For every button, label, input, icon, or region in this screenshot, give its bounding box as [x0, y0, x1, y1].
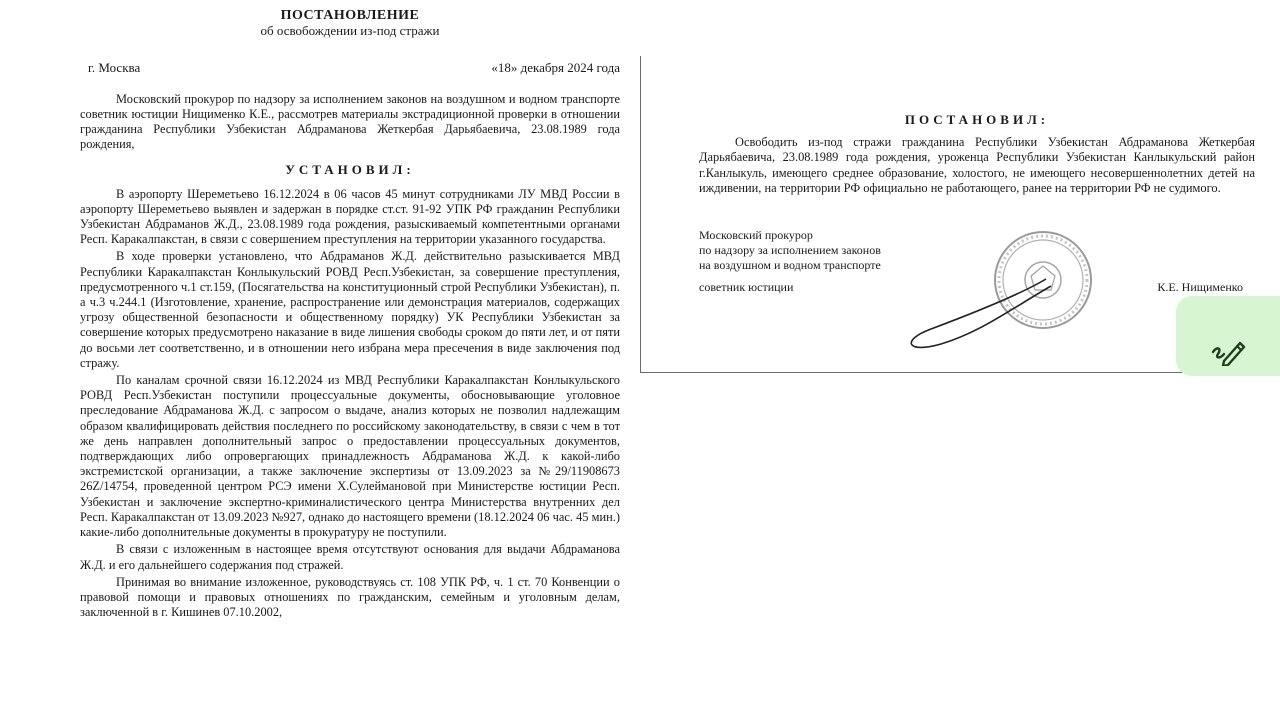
edit-pen-icon — [1210, 328, 1246, 366]
body-paragraph: Принимая во внимание изложенное, руководствуясь ст. 108 УПК РФ, ч. 1 ст. 70 Конвенции о правовой помощи и правовых отношениях по гражданским, семейным и уголовным делам, заключенной в г. Кишинев 07.10.2002, — [80, 574, 620, 620]
body-paragraph: В ходе проверки установлено, что Абдраманов Ж.Д. действительно разыскивается МВД Республики Каракалпакстан Конлыкульский РОВД Респ.Узбекистан, за совершение преступления, предусмотренного ч.1 ст.159, (Посягательства на конституционный строй Республики Узбекистан), п. а ч.3 ч.244.1 (Изготовление, хранение, распространение или демонстрация материалов, содержащих угрозу общественной безопасности и общественному порядку) УК Республики Узбекистан за совершение которых предусмотрено наказание в виде лишения свободы сроком до пяти лет, и от пяти до восьми лет соответственно, и в отношении него избрана мера пресечения в виде заключения под стражу. — [80, 249, 620, 370]
document-date: «18» декабря 2024 года — [491, 60, 620, 76]
body-paragraph: В аэропорту Шереметьево 16.12.2024 в 06 часов 45 минут сотрудниками ЛУ МВД России в аэропорту Шереметьево выявлен и задержан в порядке ст.ст. 91-92 УПК РФ гражданин Республики Узбекистан Абдраманов Ж.Д., 23.08.1989 года рождения, разыскиваемый компетентными органами Респ. Каракалпакстан, в связи с совершением преступления на территории указанного государства. — [80, 186, 620, 247]
document-title: ПОСТАНОВЛЕНИЕ — [280, 8, 420, 23]
edit-button[interactable] — [1176, 296, 1280, 376]
signer-line: на воздушном и водном транспорте — [699, 258, 881, 272]
document-subtitle: об освобождении из-под стражи — [260, 23, 440, 39]
body-paragraph: В связи с изложенным в настоящее время отсутствуют основания для выдачи Абдраманова Ж.Д. и его дальнейшего содержания под стражей. — [80, 542, 620, 572]
document-city: г. Москва — [88, 60, 141, 76]
section-heading-established: УСТАНОВИЛ: — [285, 162, 415, 178]
body-paragraph: По каналам срочной связи 16.12.2024 из МВД Республики Каракалпакстан Конлыкульского РОВД Респ.Узбекистан поступили процессуальные документы, обосновывающие уголовное преследование Абдраманова Ж.Д. с запросом о выдаче, анализ которых не позволил надлежащим образом квалифицировать действия последнего по российскому законодательству, в связи с чем в тот же день направлен дополнительный запрос о предоставлении процессуальных документов, подтверждающих либо опровергающих принадлежность Абдраманова Ж.Д. к какой-либо экстремистской организации, а также заключение экспертизы от 13.09.2023 за №29/11908673 26Z/14754, проведенной центром РСЭ имени Х.Сулеймановой при Министерстве юстиции Респ. Узбекистан и заключение экспертно-криминалистического центра Министерства внутренних дел Респ. Каракалпакстан от 13.09.2023 №927, однако до настоящего времени (18.12.2024 06 час. 45 мин.) какие-либо дополнительные документы в прокуратуру не поступили. — [80, 373, 620, 540]
order-paragraph: Освободить из-под стражи гражданина Республики Узбекистан Абдраманова Жеткербая Дарьябаевича, 23.08.1989 года рождения, уроженца Республики Узбекистан Канлыкульский район г.Канлыкуль, имеющего среднее образование, холостого, не имеющего несовершеннолетних детей на иждивении, на территории РФ официально не работающего, ранее на территории РФ не судимого. — [699, 135, 1255, 195]
signer-title-block — [699, 228, 1255, 273]
city-date-line — [80, 60, 620, 75]
signer-name: К.Е. Нищименко — [1157, 280, 1243, 294]
section-heading-resolved: ПОСТАНОВИЛ: — [904, 112, 1050, 127]
intro-paragraph: Московский прокурор по надзору за исполнением законов на воздушном и водном транспорте советник юстиции Нищименко К.Е., рассмотрев материалы экстрадиционной проверки в отношении гражданина Республики Узбекистан Абдраманова Жеткербая Дарьябаевича, 23.08.1989 года рождения, — [80, 91, 620, 152]
signer-rank: советник юстиции — [699, 280, 794, 294]
signer-line: Московский прокурор — [699, 228, 813, 242]
signature-mark — [901, 274, 1061, 354]
document-page-left — [80, 8, 620, 720]
signer-line: по надзору за исполнением законов — [699, 243, 881, 257]
